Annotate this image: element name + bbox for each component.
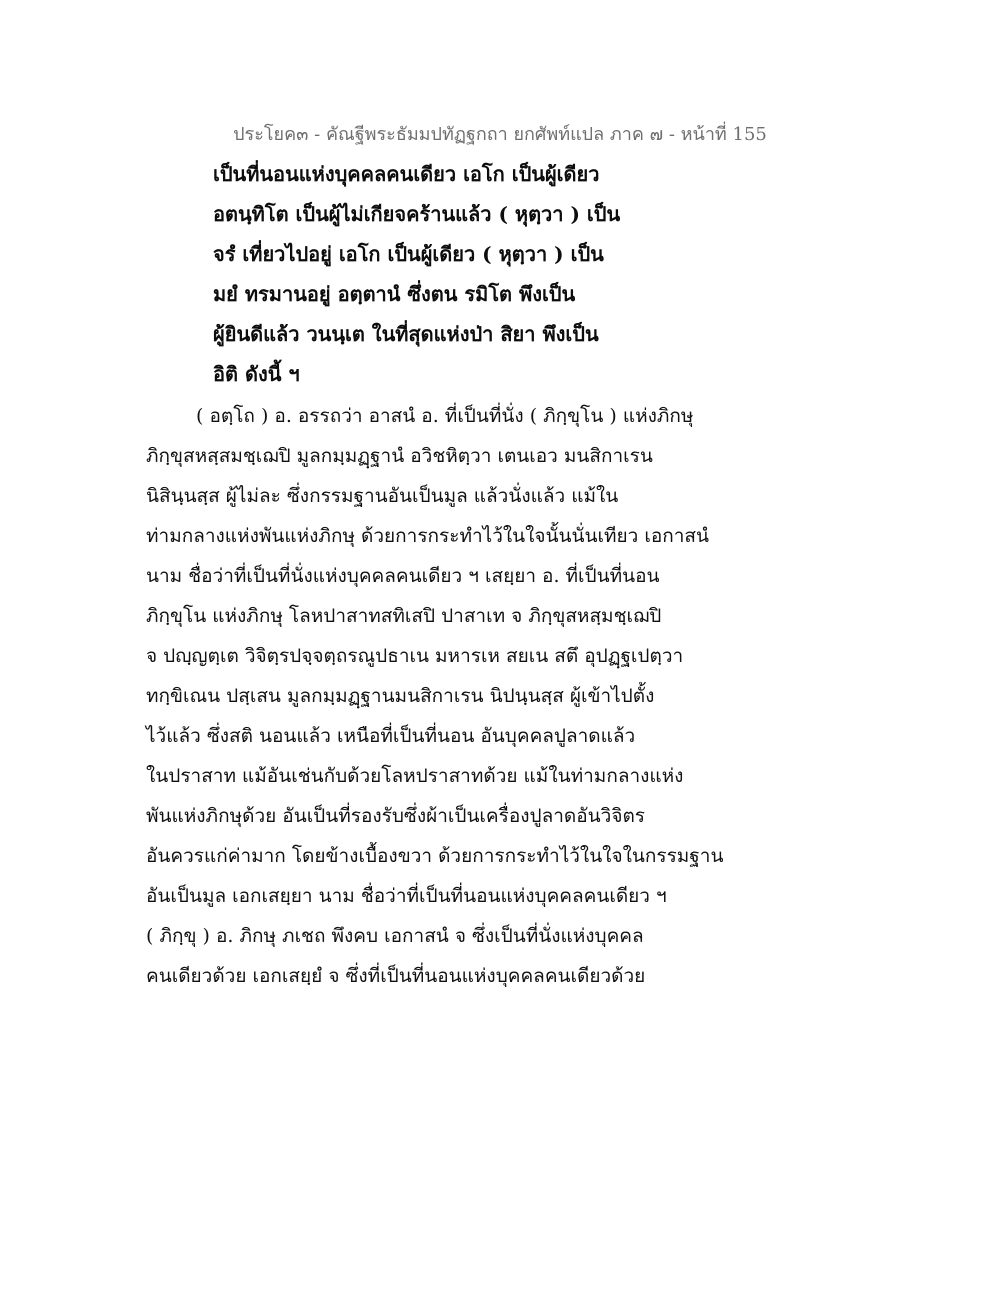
paragraph-line: นาม ชื่อว่าที่เป็นที่นั่งแห่งบุคคลคนเดียว ฯ เสยฺยา อ. ที่เป็นที่นอน <box>146 565 660 587</box>
paragraph-line: ในปราสาท แม้อันเช่นกับด้วยโลหปราสาทด้วย แม้ในท่ามกลางแห่ง <box>146 765 684 787</box>
paragraph-line: จ ปญฺญตฺเต วิจิตฺรปจฺจตฺถรณูปธาเน มหารเห สยเน สตึ อุปฏฺฐเปตฺวา <box>146 645 684 667</box>
verse-line: เป็นที่นอนแห่งบุคคลคนเดียว เอโก เป็นผู้เดียว <box>213 162 600 186</box>
paragraph-line: ไว้แล้ว ซึ่งสติ นอนแล้ว เหนือที่เป็นที่นอน อันบุคคลปูลาดแล้ว <box>146 725 636 747</box>
verse-line: จรํ เที่ยวไปอยู่ เอโก เป็นผู้เดียว ( หุตฺวา ) เป็น <box>213 242 604 266</box>
commentary-paragraph <box>146 396 866 996</box>
verse-line: อิติ ดังนี้ ฯ <box>213 362 300 386</box>
paragraph-line: ภิกฺขุโน แห่งภิกษุ โลหปาสาทสทิเสปิ ปาสาเท จ ภิกฺขุสหสฺมชฺเฌปิ <box>146 605 662 627</box>
verse-block <box>213 154 773 394</box>
verse-line: ผู้ยินดีแล้ว วนนฺเต ในที่สุดแห่งป่า สิยา พึงเป็น <box>213 322 599 346</box>
paragraph-line: อันเป็นมูล เอกเสยฺยา นาม ชื่อว่าที่เป็นที่นอนแห่งบุคคลคนเดียว ฯ <box>146 885 667 907</box>
paragraph-line: อันควรแก่ค่ามาก โดยข้างเบื้องขวา ด้วยการกระทำไว้ในใจในกรรมฐาน <box>146 845 724 867</box>
paragraph-line: ท่ามกลางแห่งพันแห่งภิกษุ ด้วยการกระทำไว้ในใจนั้นนั่นเทียว เอกาสนํ <box>146 525 710 547</box>
verse-line: อตนฺทิโต เป็นผู้ไม่เกียจคร้านแล้ว ( หุตฺวา ) เป็น <box>213 202 621 226</box>
paragraph-line: นิสินฺนสฺส ผู้ไม่ละ ซึ่งกรรมฐานอันเป็นมูล แล้วนั่งแล้ว แม้ใน <box>146 485 619 507</box>
paragraph-line: ภิกฺขุสหสฺสมชฺเฌปิ มูลกมฺมฏฺฐานํ อวิชหิตฺวา เตนเอว มนสิกาเรน <box>146 445 653 467</box>
running-header: ประโยค๓ - คัณฐีพระธัมมปทัฏฐกถา ยกศัพท์แปล ภาค ๗ - หน้าที่ 155 <box>233 124 767 145</box>
verse-line: มยํ ทรมานอยู่ อตฺตานํ ซึ่งตน รมิโต พึงเป็น <box>213 282 576 306</box>
paragraph-line: ( ภิกฺขุ ) อ. ภิกษุ ภเชถ พึงคบ เอกาสนํ จ ซึ่งเป็นที่นั่งแห่งบุคคล <box>146 925 644 947</box>
paragraph-line: ( อตฺโถ ) อ. อรรถว่า อาสนํ อ. ที่เป็นที่นั่ง ( ภิกฺขุโน ) แห่งภิกษุ <box>196 405 694 427</box>
paragraph-line: พันแห่งภิกษุด้วย อันเป็นที่รองรับซึ่งผ้าเป็นเครื่องปูลาดอันวิจิตร <box>146 805 645 827</box>
paragraph-line: คนเดียวด้วย เอกเสยฺยํ จ ซึ่งที่เป็นที่นอนแห่งบุคคลคนเดียวด้วย <box>146 965 646 987</box>
paragraph-line: ทกฺขิเณน ปสฺเสน มูลกมฺมฏฺฐานมนสิกาเรน นิปนฺนสฺส ผู้เข้าไปตั้ง <box>146 685 655 707</box>
